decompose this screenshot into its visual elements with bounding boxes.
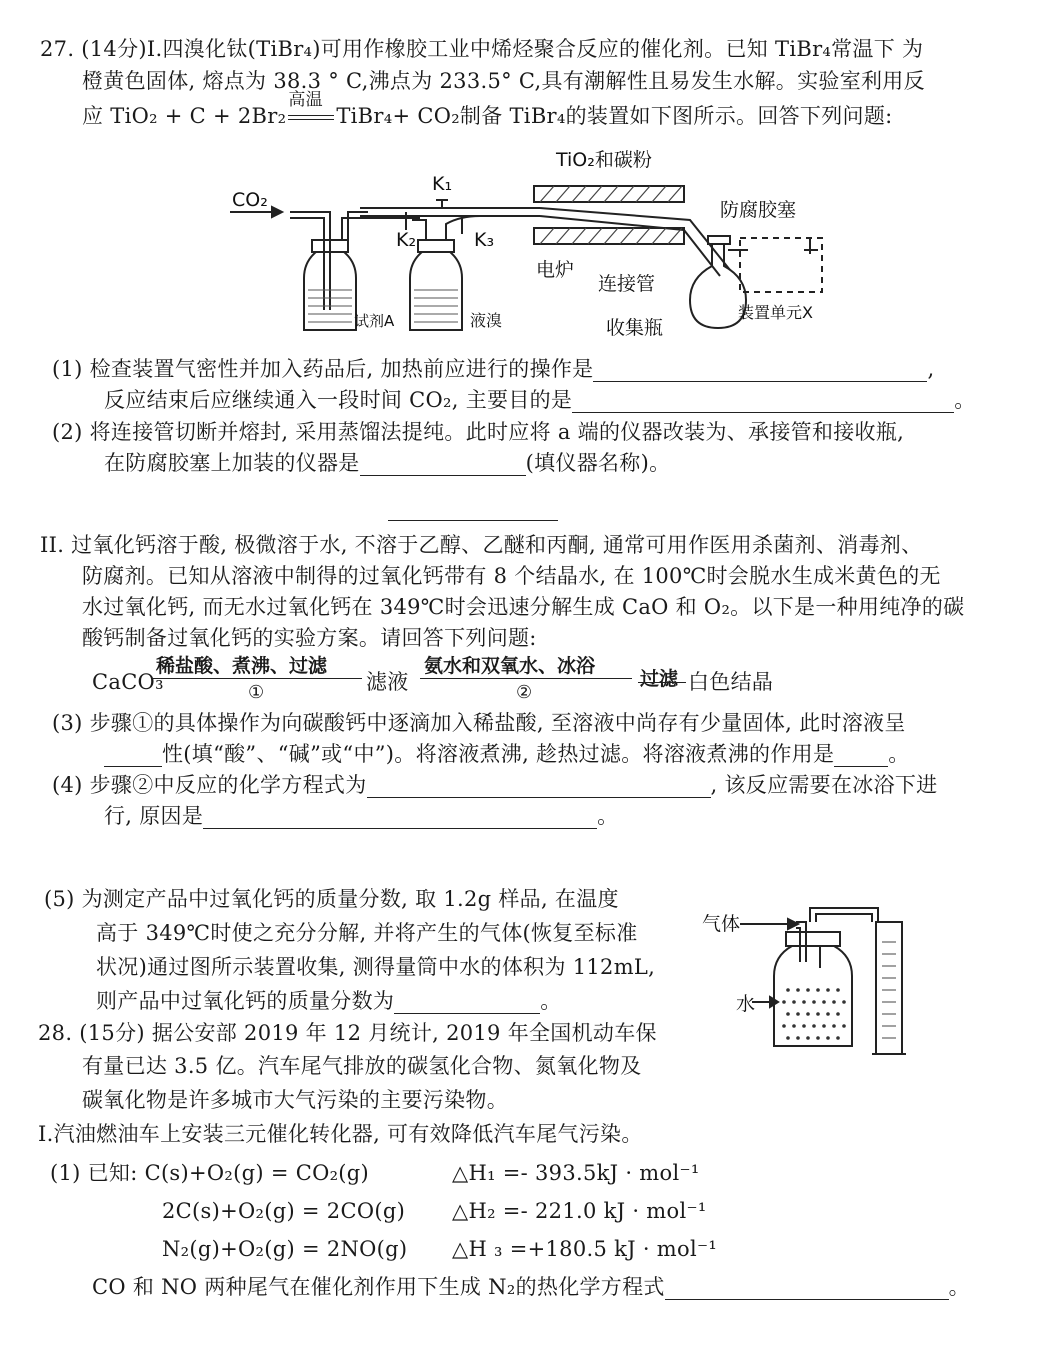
label-tio2: TiO₂和碳粉 [556,149,652,171]
part2-p3b-end: 。 [888,742,910,766]
part2-p5c: 状况)通过图所示装置收集, 测得量筒中水的体积为 112mL, [96,955,656,979]
part2-p3b-text: 性(填“酸”、“碱”或“中”)。将溶液煮沸, 趁热过滤。将溶液煮沸的作用是 [162,742,835,766]
stray-rule [388,520,558,521]
label-k2: K₂ [396,229,417,251]
flow-step2-number: ② [516,682,533,703]
answer-blank-3a[interactable] [104,746,162,767]
answer-blank-3b[interactable] [834,746,888,767]
answer-blank-4b[interactable] [203,808,597,829]
label-water: 水 [736,993,756,1015]
part2-line1: II. 过氧化钙溶于酸, 极微溶于水, 不溶于乙醇、乙醚和丙酮, 通常可用作医用杀菌剂、消毒剂、 [40,533,923,557]
answer-blank-1a[interactable] [593,361,927,382]
q28-line4: I.汽油燃油车上安装三元催化转化器, 可有效降低汽车尾气污染。 [38,1122,643,1146]
part2-line3: 水过氧化钙, 而无水过氧化钙在 349℃时会迅速分解生成 CaO 和 O₂。以下是一种用纯净的碳 [82,595,965,619]
flask-stopper [708,236,730,244]
flow-step1-number: ① [248,682,265,703]
part2-p4a [52,773,937,798]
q27-p2b [104,451,670,476]
q28-line2: 有量已达 3.5 亿。汽车尾气排放的碳氢化合物、氮氧化物及 [82,1054,642,1078]
q27-p1a-end: , [927,357,935,381]
label-co2: CO₂ [232,189,268,211]
part2-p5d-end: 。 [540,989,562,1013]
flow-end: 白色结晶 [688,670,774,694]
furnace-upper [534,186,684,202]
flow-start: CaCO₃ [92,670,164,694]
answer-blank-1b[interactable] [572,392,954,413]
reaction-right: TiBr₄+ CO₂制备 TiBr₄的装置如下图所示。回答下列问题: [336,104,893,128]
q27-p2b-end: (填仪器名称)。 [525,451,671,475]
q27-p2b-text: 在防腐胶塞上加装的仪器是 [104,451,360,475]
label-reagent-a: 试剂A [354,312,395,330]
label-k1: K₁ [432,173,453,195]
apparatus-diagram [220,140,840,352]
answer-blank-4a[interactable] [367,777,711,798]
answer-blank-28[interactable] [665,1279,949,1300]
label-bromine: 液溴 [470,311,503,330]
label-furnace: 电炉 [536,259,575,281]
reaction-condition: 高温 [288,90,323,110]
flow-step3-label: 过滤 [640,668,679,690]
part2-p3b [104,742,910,767]
label-stopper: 防腐胶塞 [720,199,797,221]
label-gas: 气体 [702,913,741,935]
part2-p4b [104,804,618,829]
q27-line1: 27. (14分)I.四溴化钛(TiBr₄)可用作橡胶工业中烯烃聚合反应的催化剂。已知 TiBr₄常温下 为 [40,37,924,61]
flow-step2-label: 氨水和双氧水、冰浴 [424,655,596,677]
q27-p1a [52,357,934,382]
part2-p4b-text: 行, 原因是 [104,804,204,828]
q28-line3: 碳氧化物是许多城市大气污染的主要污染物。 [82,1088,508,1112]
q28-question-end: 。 [948,1275,970,1299]
q27-p1b-text: 反应结束后应继续通入一段时间 CO₂, 主要目的是 [104,388,573,412]
eq3: N₂(g)+O₂(g) = 2NO(g) [162,1237,408,1261]
collection-bottle [774,946,852,1046]
q28-line1: 28. (15分) 据公安部 2019 年 12 月统计, 2019 年全国机动车保 [38,1021,657,1045]
answer-blank-5[interactable] [394,993,540,1014]
part2-p5a: (5) 为测定产品中过氧化钙的质量分数, 取 1.2g 样品, 在温度 [44,887,619,911]
dh1: △H₁ =- 393.5kJ · mol⁻¹ [452,1161,700,1185]
label-unit-x: 装置单元X [738,303,813,322]
q27-line3 [82,90,893,129]
q28-question [92,1275,970,1300]
q28-question-text: CO 和 NO 两种尾气在催化剂作用下生成 N₂的热化学方程式 [92,1275,665,1299]
label-flask: 收集瓶 [606,317,664,339]
q27-p2a: (2) 将连接管切断并熔封, 采用蒸馏法提纯。此时应将 a 端的仪器改装为、承接管和接收瓶, [52,420,905,444]
flow-arrow-1 [152,678,362,679]
dh3: △H ₃ =+180.5 kJ · mol⁻¹ [452,1237,718,1261]
part2-p5b: 高于 349℃时使之充分分解, 并将产生的气体(恢复至标准 [96,921,638,945]
bottle-bromine [410,252,462,330]
part2-line2: 防腐剂。已知从溶液中制得的过氧化钙带有 8 个结晶水, 在 100℃时会脱水生成米黄色的无 [82,564,941,588]
answer-blank-2[interactable] [360,455,526,476]
q27-p1b-end: 。 [954,388,976,412]
reaction-left: 应 TiO₂ + C + 2Br₂ [82,104,287,128]
furnace-lower [534,228,684,244]
reaction-arrow [286,90,336,129]
flow-arrow-3 [638,682,686,683]
part2-p4a-post: , 该反应需要在冰浴下进 [710,773,938,797]
label-tube: 连接管 [598,273,656,295]
eq1: (1) 已知: C(s)+O₂(g) = CO₂(g) [50,1161,370,1185]
eq2: 2C(s)+O₂(g) = 2CO(g) [162,1199,406,1223]
part2-p5d [96,989,562,1014]
dh2: △H₂ =- 221.0 kJ · mol⁻¹ [452,1199,707,1223]
flow-step1-label: 稀盐酸、煮沸、过滤 [156,655,328,677]
gas-collection-diagram [700,882,950,1072]
flow-mid: 滤液 [366,670,409,694]
part2-line4: 酸钙制备过氧化钙的实验方案。请回答下列问题: [82,626,537,650]
part2-p3a: (3) 步骤①的具体操作为向碳酸钙中逐滴加入稀盐酸, 至溶液中尚存有少量固体, 此时溶液呈 [52,711,906,735]
q27-p1b [104,388,976,413]
label-k3: K₃ [474,229,495,251]
bottle-stopper [786,932,840,946]
part2-p5d-text: 则产品中过氧化钙的质量分数为 [96,989,395,1013]
part2-p4b-end: 。 [597,804,619,828]
q27-line2: 橙黄色固体, 熔点为 38.3 ° C,沸点为 233.5° C,具有潮解性且易发生水解。实验室利用反 [82,69,925,93]
bottle-bromine-stopper [418,240,454,252]
part2-p4a-text: (4) 步骤②中反应的化学方程式为 [52,773,367,797]
q27-p1a-text: (1) 检查装置气密性并加入药品后, 加热前应进行的操作是 [52,357,594,381]
flow-arrow-2 [420,678,632,679]
